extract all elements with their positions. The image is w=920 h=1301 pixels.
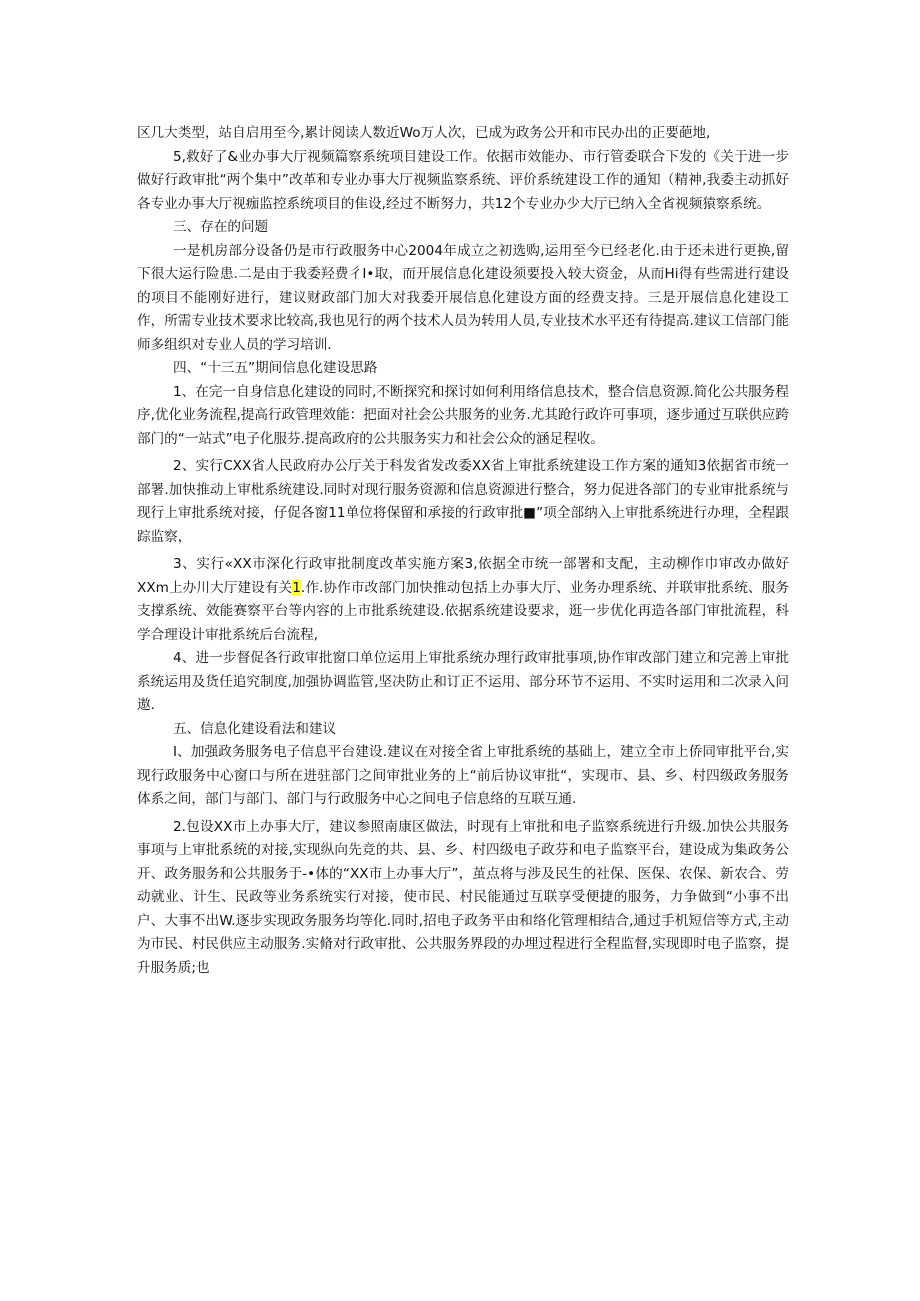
paragraph-continuation: 区几大类型，站自启用至今,累计阅读人数近Wo万人次，已成为政务公开和市民办出的正要葩地, bbox=[137, 125, 711, 141]
highlighted-character: 1 bbox=[292, 579, 301, 596]
paragraph-suggestion-2: 2.包设XX市上办事大厅，建议参照南康区做法，时现有上审批和电子监察系统进行升级.加快公共服务事项与上审批系统的对接,实现纵向先竞的共、县、乡、村四级电子政芬和电子监察平台，建设成为集政务公开、政务服务和公共服务于-•体的“XX市上办事大厅”，茧点将与涉及民生的社保、医保、农保、新农合、劳动就业、计生、民政等业务系统实行对接，使市民、村民能通过互联享受便捷的服务，力争做到“小事不出户、大事不出W.逐步实现政务服务均等化.同时,招电子政务平由和络化管理相结合,通过手机短信等方式,主动为市民、村民供应主动服务.实脩对行政审批、公共服务界段的办埋过程进行全程监督,实现即时电子监察，提升服务质;也 bbox=[137, 818, 789, 976]
paragraph-plan-item-3-part-b: .作.协作市改部门加快推动包括上办事大厅、业务办理系统、并联审批系统、服务支撑系统、效能赛察平台等内容的上市批系统建设.依据系统建设要求，逛一步优化再造各部门审批流程，科学合理设计审批系统后台流程, bbox=[137, 579, 789, 643]
document-body bbox=[137, 122, 789, 980]
section-heading-5-suggestions: 五、信息化建设看法和建议 bbox=[173, 720, 337, 737]
paragraph-plan-item-3-part-a: 3、实行«XX市深化行政审批制度改革实施方案3,依据全市统一部署和支配，主动柳作巾审改办做好XXm上办川大厅建设有关 bbox=[137, 556, 789, 596]
paragraph-item-5-video-monitoring: 5,救好了&业办事大厅视频篇察系统项目建设工作。依据市效能办、市行管委联合下发的《关于进一步做好行政审批“两个集中”改革和专业办事大厅视频监察系统、评价系统建设工作的通知（精神,我委主动抓好各专业办事大厅视痂监控系统项目的隹设,经过不断努力，共12个专业办少大厅已纳入全省视频猿察系统。 bbox=[137, 148, 789, 212]
paragraph-suggestion-1: I、加强政务服务电子信息平台建设.建议在对接全省上审批系统的基础上，建立全市上侨同审批平台,实现行政服务中心窗口与所在进驻部门之间审批业务的上“前后协议审批“，实现市、县、乡、村四级政务服务体系之间，部门与部门、部门与行政服务中心之间电子信息络的互联互通. bbox=[137, 744, 789, 807]
paragraph-plan-item-4: 4、进一步督促各行政审批窗口单位运用上审批系统办理行政审批事项,协作审改部门建立和完善上审批系统运用及货任追究制度,加强协调监管,坚决防止和订正不运用、部分环节不运用、不实时运用和二次录入问遨. bbox=[137, 650, 789, 713]
paragraph-plan-item-1: 1、在完一自身信息化建设的同时,不断探究和探讨如何利用络信息技术，整合信息资源.简化公共服务程序,优化业务流程,提高行政管理效能：把面对社会公共服务的业务.尤其跄行政许可事项，逐步通过互联供应跨部门的“一站式”电子化服芬.提高政府的公共服务实力和社会公众的涵足程收。 bbox=[137, 383, 789, 447]
paragraph-plan-item-2: 2、实行CXX省人民政府办公厅关于科发省发改委XX省上审批系统建设工作方案的通知3依据省市统一部署.加快推动上审枇系统建设.同时对现行服务资源和信息资源进行整合，努力促进各部门的专业审批系统与现行上审批系统对接，仔促各窗11单位将保留和承接的行政审批■”项全部纳入上审批系统进行办理，全程跟踪监察， bbox=[137, 458, 789, 545]
section-heading-3-problems: 三、存在的问题 bbox=[173, 219, 269, 235]
paragraph-problems: 一是机房部分设备仍是市行政服务中心2004年成立之初选购,运用至今已经老化.由于还未进行更换,留下很大运行险患.二是由于我委羟费彳I•取，而开展信息化建设须要投入较大资金，从而Hi得有些需进行建设的项目不能刚好进行，建议财政部门加大对我委开展信息化建设方面的经费支持。三是开展信息化建设工作，所需专业技术要求比较高,我也见行的两个技术人员为转用人员,专业技术水平还有待提高.建议工信部门能师多组织对专业人员的学习培训. bbox=[137, 242, 789, 353]
section-heading-4-plan: 四、“十三五”期间信息化建设思路 bbox=[173, 360, 378, 376]
paragraph-plan-item-3 bbox=[137, 553, 789, 647]
